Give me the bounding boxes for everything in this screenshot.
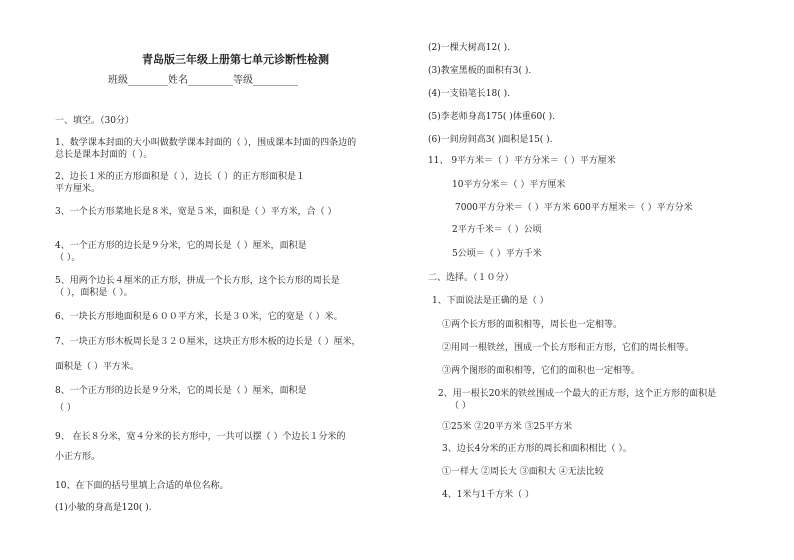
question-10-item-4: (4)一支铅笔长18( ). [428,89,510,99]
choice-2-options: ①25米 ②20平方米 ③25平方米 [442,422,573,432]
question-10-item-5: (5)李老师身高175( )体重60( ). [428,112,556,122]
choice-1-option-a: ①两个长方形的面积相等，周长也一定相等。 [442,320,623,330]
choice-1: 1、下面说法是正确的是（ ） [432,296,549,306]
choice-4: 4、1米与1千方米（ ） [442,490,535,500]
question-10: 10、在下面的括号里填上合适的单位名称。 [55,481,229,491]
question-11-item-4: 2平方千米＝（ ）公顷 [452,225,542,235]
question-8-line-1: 8、一个正方形的边长是９分米，它的周长是（ ）厘米，面积是 [55,386,307,396]
question-5-line-1: 5、用两个边长４厘米的正方形，拼成一个长方形，这个长方形的周长是 [55,276,340,286]
question-6: 6、一块长方形地面积是６００平方米，长是３０米，它的宽是（ ）米。 [55,312,343,322]
question-10-item-1: (1)小敏的身高是120( ). [55,503,152,513]
question-4-line-2: （ ）。 [55,253,81,263]
question-8-line-2: （ ） [55,403,76,413]
question-9-line-1: 9、 在长８分米，宽４分米的长方形中，一共可以摆（ ）个边长１分米的 [55,432,346,442]
question-2-line-2: 平方厘米。 [55,184,101,194]
choice-3: 3、边长4分米的正方形的周长和面积相比（ ）。 [442,444,632,454]
question-1-line-2: 总长是课本封面的（ ）。 [55,150,153,160]
question-11-item-3: 7000平方分米＝（ ）平方米 600平方厘米＝（ ）平方分米 [455,203,693,213]
choice-1-option-c: ③两个图形的面积相等，它们的面积也一定相等。 [442,366,641,376]
question-3: 3、一个长方形菜地长是８米，宽是５米，面积是（ ）平方米，合（ ） [55,207,337,217]
section-choice-heading: 二、选择。（１０分） [428,273,514,283]
question-11-item-5: 5公顷＝（ ）平方千米 [452,249,542,259]
question-10-item-2: (2)一棵大树高12( ). [428,43,510,53]
page-title: 青岛版三年级上册第七单元诊断性检测 [142,53,329,66]
choice-2-line-2: （ ） [450,401,471,411]
question-9-line-2: 小正方形。 [55,452,101,462]
question-10-item-3: (3)教室黑板的面积有3( ). [428,66,532,76]
question-2-line-1: 2、边长１米的正方形面积是（ ），边长（ ）的正方形面积是１ [55,172,305,182]
question-10-item-6: (6)一间房间高3( )面积是15( ). [428,135,553,145]
question-5-line-2: （ ），面积是（ ）。 [55,288,133,298]
choice-3-options: ①一样大 ②周长大 ③面积大 ④无法比较 [442,467,604,477]
question-4-line-1: 4、一个正方形的边长是９分米，它的周长是（ ）厘米，面积是 [55,241,307,251]
choice-2-line-1: 2、用一根长20米的铁丝围成一个最大的正方形，这个正方形的面积是 [438,389,717,399]
question-11-item-2: 10平方分米＝（ ）平方厘米 [452,180,566,190]
question-7-line-1: 7、一块正方形木板周长是３２０厘米，这块正方形木板的边长是（ ）厘米， [55,337,361,347]
question-7-line-2: 面积是（ ）平方米。 [55,362,139,372]
student-info-line: 班级________姓名_________等级_________ [108,75,298,86]
question-11: 11、 9平方米＝（ ）平方分米＝（ ）平方厘米 [428,156,616,166]
choice-1-option-b: ②用同一根铁丝，围成一个长方形和正方形，它们的周长相等。 [442,343,695,353]
section-fill-blank-heading: 一、填空。（30分） [55,116,134,126]
question-1-line-1: 1、数学课本封面的大小叫做数学课本封面的（ ），围成课本封面的四条边的 [55,138,357,148]
